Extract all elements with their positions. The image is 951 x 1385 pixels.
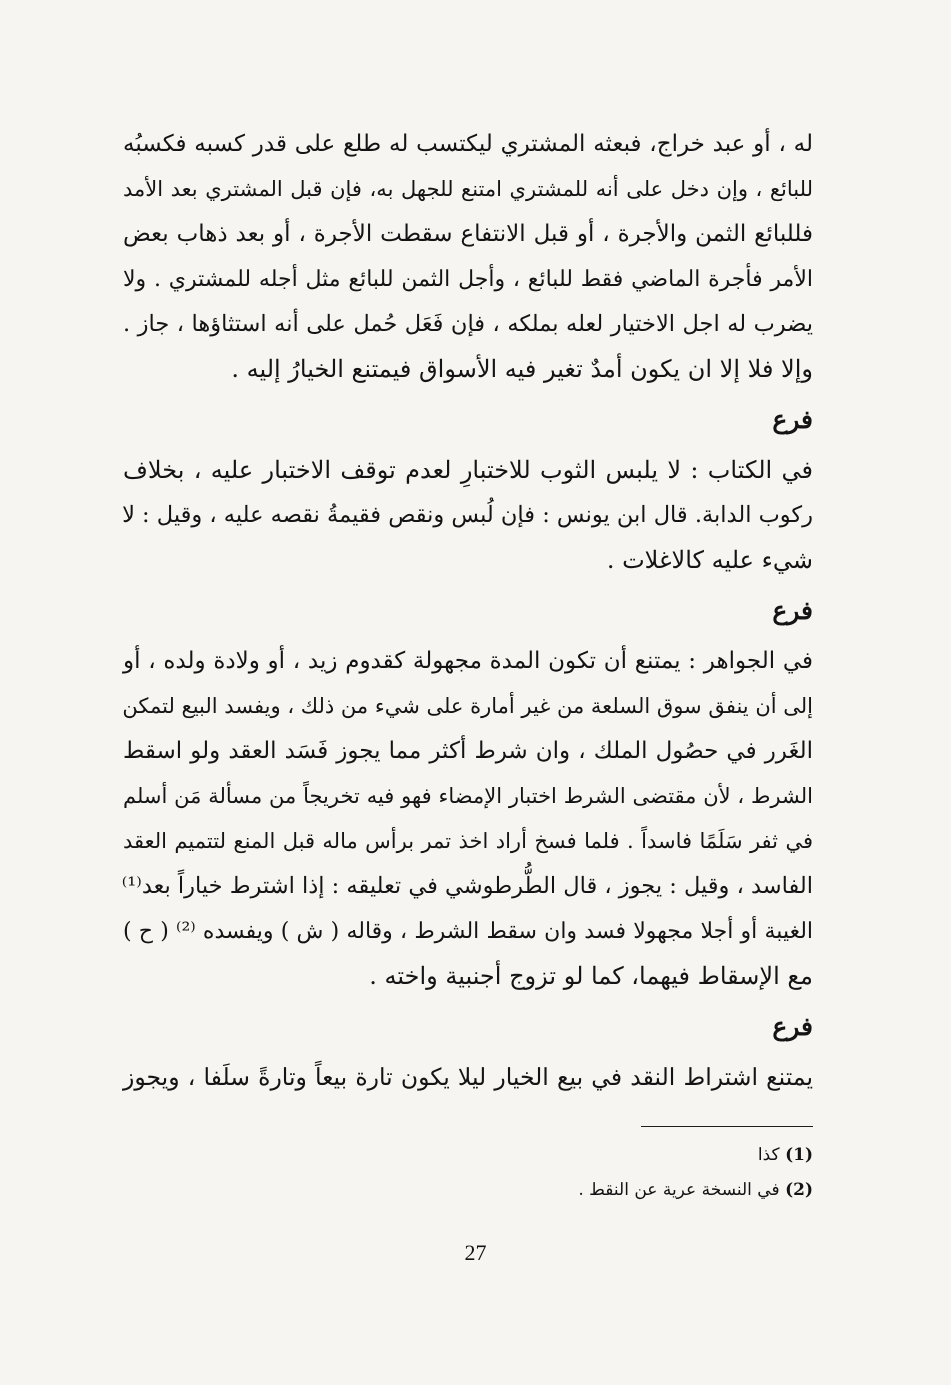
footnote-marker: (1) (785, 1145, 813, 1165)
section-heading: فرع (772, 596, 813, 625)
footnotes (123, 1138, 813, 1208)
text-line: الشرط ، لأن مقتضى الشرط اختبار الإمضاء فهو فيه تخريجاً من مسألة مَن أسلم (123, 784, 813, 808)
section-heading: فرع (772, 405, 813, 434)
text-line: في ثفر سَلَمًا فاسداً . فلما فسخ أراد اخذ تمر برأس ماله قبل المنع لتتميم العقد (123, 829, 813, 853)
paragraph-3 (123, 639, 813, 999)
text-line: شيء عليه كالاغلات . (606, 546, 813, 574)
text-line: ركوب الدابة. قال ابن يونس : فإن لُبس ونقص فقيمةُ نقصه عليه ، وقيل : لا (122, 502, 813, 528)
footnote (123, 1173, 813, 1208)
text-line: الغَرر في حصُول الملك ، وان شرط أكثر مما يجوز فَسَد العقد ولو اسقط (123, 738, 813, 764)
text-line: الفاسد ، وقيل : يجوز ، قال الطُّرطوشي في تعليقه : إذا اشترط خياراً بعد⁽¹⁾ (121, 873, 813, 899)
text-line: للبائع ، وإن دخل على أنه للمشتري امتنع للجهل به، فإن قبل المشتري بعد الأمد (123, 177, 813, 201)
text-line: في الكتاب : لا يلبس الثوب للاختبارِ لعدم توقف الاختبار عليه ، بخلاف (123, 456, 813, 484)
text-line: إلى أن ينفق سوق السلعة من غير أمارة على شيء من ذلك ، ويفسد البيع لتمكن (122, 694, 813, 718)
footnote-text: في النسخة عرية عن النقط . (578, 1180, 780, 1200)
text-line: له ، أو عبد خراج، فبعثه المشتري ليكتسب له طلع على قدر كسبه فكسبُه (123, 131, 813, 157)
paragraph-2 (123, 448, 813, 583)
text-line: فللبائع الثمن والأجرة ، أو قبل الانتفاع سقطت الأجرة ، أو بعد ذهاب بعض (123, 221, 813, 247)
page-number: 27 (464, 1240, 487, 1265)
text-line: يضرب له اجل الاختيار لعله بملكه ، فإن فَعَل حُمل على أنه استثاؤها ، جاز . (123, 311, 813, 337)
section-heading: فرع (772, 1012, 813, 1041)
text-line: وإلا فلا إلا ان يكون أمدٌ تغير فيه الأسواق فيمتنع الخيارُ إليه . (231, 355, 813, 383)
main-text (123, 122, 813, 1100)
text-line: في الجواهر : يمتنع أن تكون المدة مجهولة كقدوم زيد ، أو ولادة ولده ، أو (123, 648, 813, 674)
footnote-text: كذا (757, 1145, 780, 1165)
paragraph-1 (123, 122, 813, 392)
paragraph-4 (123, 1055, 813, 1100)
text-line: الأمر فأجرة الماضي فقط للبائع ، وأجل الثمن للبائع مثل أجله للمشتري . ولا (123, 267, 813, 292)
text-line: الغيبة أو أجلا مجهولا فسد وان سقط الشرط ، وقاله ( ش ) ويفسده ⁽²⁾ ( ح ) (123, 919, 814, 944)
text-line: مع الإسقاط فيهما، كما لو تزوج أجنبية واخته . (369, 962, 813, 990)
footnote (123, 1138, 813, 1173)
text-line: يمتنع اشتراط النقد في بيع الخيار ليلا يكون تارة بيعاً وتارةً سلَفا ، ويجوز (123, 1063, 813, 1091)
footnote-marker: (2) (785, 1180, 813, 1200)
footnote-divider (641, 1126, 813, 1127)
